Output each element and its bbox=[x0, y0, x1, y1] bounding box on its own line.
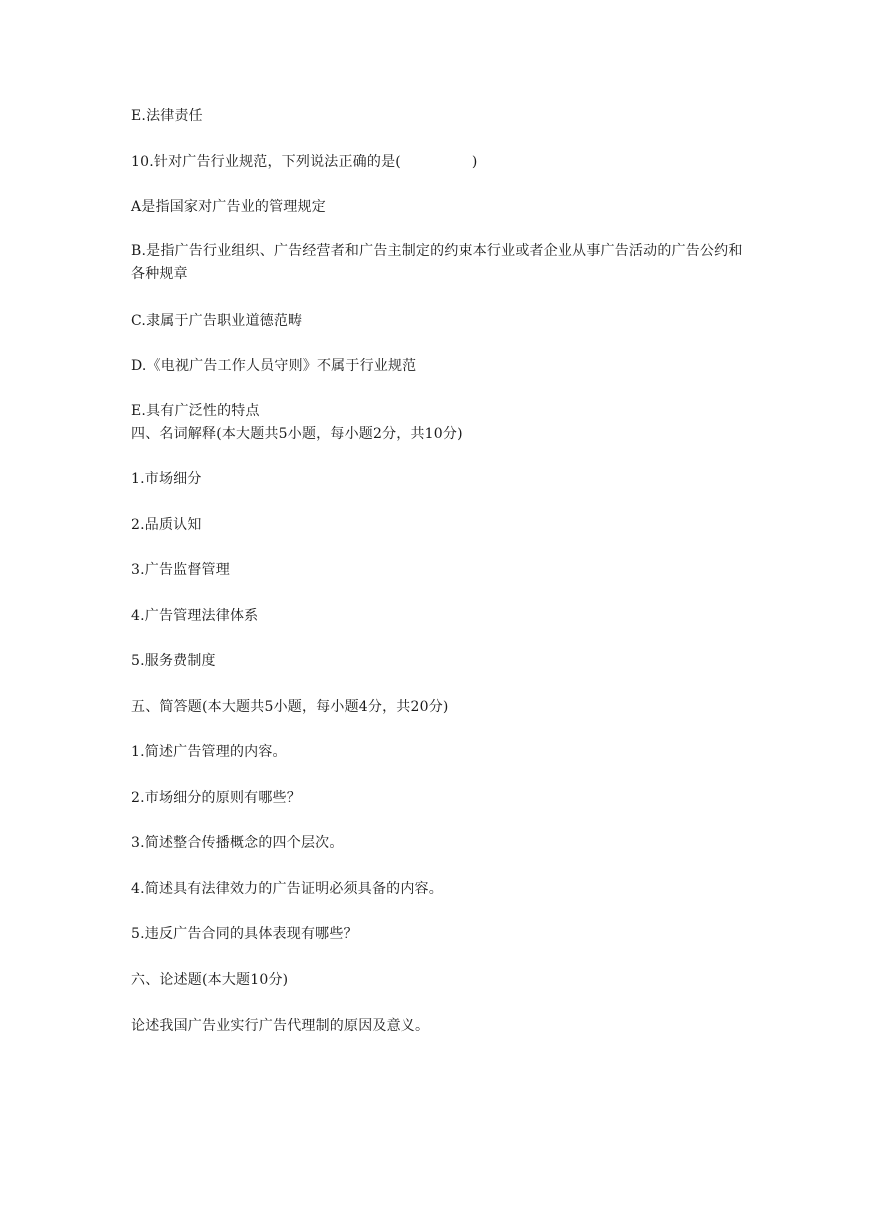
section4-item: 2.品质认知 bbox=[131, 517, 202, 533]
section5-item: 3.简述整合传播概念的四个层次。 bbox=[131, 835, 344, 851]
q9-option-e: E.法律责任 bbox=[131, 108, 203, 124]
section4-item: 5.服务费制度 bbox=[131, 653, 216, 669]
section4-item: 1.市场细分 bbox=[131, 471, 202, 487]
section4-heading: 四、名词解释(本大题共5小题，每小题2分，共10分) bbox=[131, 426, 463, 442]
section6-heading: 六、论述题(本大题10分) bbox=[131, 972, 289, 988]
q10-option-e: E.具有广泛性的特点 bbox=[131, 403, 260, 419]
section5-item: 2.市场细分的原则有哪些？ bbox=[131, 790, 301, 806]
section4-item: 3.广告监督管理 bbox=[131, 562, 230, 578]
section5-item: 5.违反广告合同的具体表现有哪些？ bbox=[131, 926, 358, 942]
section4-item: 4.广告管理法律体系 bbox=[131, 608, 259, 624]
q10-option-b: B.是指广告行业组织、广告经营者和广告主制定的约束本行业或者企业从事广告活动的广告公约和各种规章 bbox=[131, 243, 743, 282]
q10-option-a: A是指国家对广告业的管理规定 bbox=[131, 199, 326, 215]
section6-question: 论述我国广告业实行广告代理制的原因及意义。 bbox=[131, 1018, 430, 1034]
q10-option-c: C.隶属于广告职业道德范畴 bbox=[131, 313, 303, 329]
q10-stem: 10.针对广告行业规范，下列说法正确的是( ) bbox=[131, 154, 478, 170]
q10-option-d: D.《电视广告工作人员守则》不属于行业规范 bbox=[131, 358, 417, 374]
section5-item: 1.简述广告管理的内容。 bbox=[131, 744, 287, 760]
section5-heading: 五、简答题(本大题共5小题，每小题4分，共20分) bbox=[131, 699, 449, 715]
section5-item: 4.简述具有法律效力的广告证明必须具备的内容。 bbox=[131, 881, 443, 897]
